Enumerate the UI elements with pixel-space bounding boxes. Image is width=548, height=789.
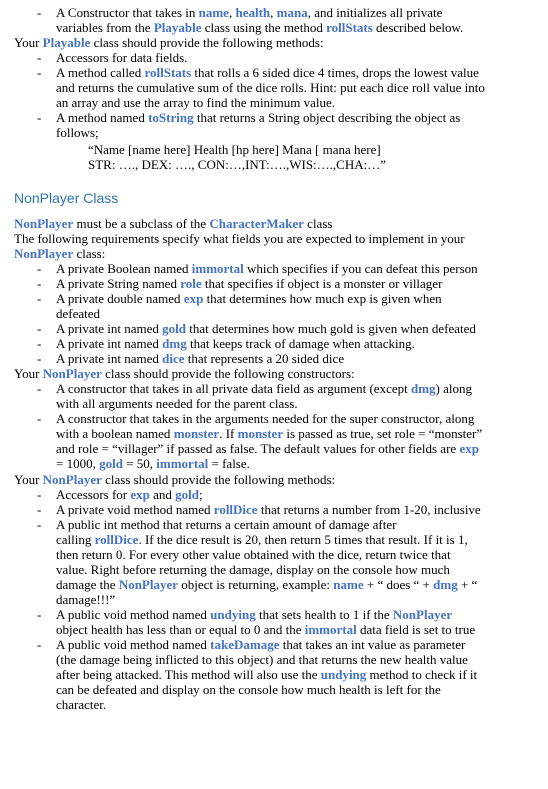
keyword: name [198,5,229,20]
text-run: class should provide the following methods: [101,472,336,487]
text-run: described below. [372,20,464,35]
keyword: exp [183,291,204,306]
text-run: , and initializes all private [307,5,443,20]
text-run: A constructor that takes in all private data field as argument (except [56,381,411,396]
keyword: rollStats [326,20,373,35]
text-run: with a boolean named [56,426,174,441]
keyword: Playable [153,20,202,35]
keyword: gold [99,456,123,471]
text-run: . If [219,426,238,441]
keyword: exp [130,487,150,502]
bullet-dash: - [37,637,42,652]
method-item: A public int method that returns a certain amount of damage after [56,517,397,532]
text-run: . If the dice result is 20, then return 5 times that result. If it is 1, [138,532,468,547]
method-item [56,608,452,622]
text-run: and [149,487,176,502]
keyword: gold [175,487,199,502]
text-run: Your [14,366,43,381]
constructor-line [56,6,442,20]
field-item [56,277,442,291]
method-item [56,66,479,80]
text-run: A private double named [56,291,184,306]
constructor-item [56,442,479,456]
text-run: Your [14,35,43,50]
keyword: rollDice [213,502,258,517]
field-item: defeated [56,306,101,321]
text-run: object health has less than or equal to 0 and the [56,622,305,637]
keyword: dmg [162,336,187,351]
text-run: , [270,5,277,20]
text-run: ; [199,487,203,502]
text-run: A private int named [56,336,163,351]
keyword: undying [320,667,367,682]
sample-output: “Name [name here] Health [hp here] Mana [ mana here] [88,142,381,157]
text-run: A private int named [56,351,163,366]
keyword: CharacterMaker [209,216,304,231]
text-run: after being attacked. This method will also use the [56,667,321,682]
field-item [56,292,442,306]
text-run: class using the method [201,20,327,35]
text-run: that rolls a 6 sided dice 4 times, drops the lowest value [191,65,479,80]
bullet-dash: - [37,50,42,65]
constructor-item [56,427,482,441]
keyword: undying [210,607,256,622]
text-run: data field is set to true [356,622,476,637]
keyword: immortal [156,456,209,471]
method-item: an array and use the array to find the minimum value. [56,95,336,110]
text-run: which specifies if you can defeat this person [243,261,478,276]
bullet-dash: - [37,517,42,532]
method-item: and returns the cumulative sum of the dice rolls. Hint: put each dice roll value into [56,80,485,95]
bullet-dash: - [37,351,42,366]
bullet-dash: - [37,110,42,125]
text-run: A private String named [56,276,181,291]
keyword: dmg [433,577,458,592]
text-run: that specifies if object is a monster or villager [201,276,443,291]
method-item [56,503,481,517]
text-run: ) along [435,381,472,396]
bullet-dash: - [37,607,42,622]
text-run: must be a subclass of the [73,216,210,231]
text-run: that determines how much exp is given when [203,291,442,306]
text-run: + “ [457,577,478,592]
methods-intro [14,473,335,487]
keyword: NonPlayer [118,577,179,592]
bullet-dash: - [37,502,42,517]
text-run: class [303,216,333,231]
intro-line [14,217,332,231]
method-item [56,533,468,547]
text-run: class should provide the following constructors: [101,366,355,381]
keyword: NonPlayer [14,216,74,231]
method-item [56,111,460,125]
text-run: = 50, [122,456,157,471]
keyword: role [180,276,202,291]
text-run: = false. [208,456,250,471]
constructor-item: A constructor that takes in the arguments needed for the super constructor, along [56,411,475,426]
text-run: and role = “villager” if passed as false. The default values for other fields are [56,441,460,456]
method-item [56,623,475,637]
method-item: follows; [56,125,99,140]
keyword: monster [237,426,284,441]
keyword: toString [148,110,194,125]
field-item [56,352,344,366]
field-item [56,322,476,336]
method-item: Accessors for data fields. [56,50,188,65]
keyword: dmg [410,381,436,396]
method-item: then return 0. For every other value obtained with the dice, return twice that [56,547,451,562]
method-item: character. [56,697,107,712]
text-run: variables from the [56,20,154,35]
constructor-line [56,21,463,35]
text-run: A private int named [56,321,163,336]
bullet-dash: - [37,336,42,351]
text-run: A method called [56,65,145,80]
text-run: that keeps track of damage when attacking. [186,336,415,351]
bullet-dash: - [37,261,42,276]
text-run: A private Boolean named [56,261,192,276]
text-run: that sets health to 1 if the [255,607,393,622]
text-run: , [228,5,236,20]
keyword: monster [173,426,220,441]
constructor-item [56,382,472,396]
text-run: calling [56,532,95,547]
keyword: exp [459,441,479,456]
text-run: A method named [56,110,149,125]
constructor-item: with all arguments needed for the parent class. [56,396,298,411]
method-item: value. Right before returning the damage, display on the console how much [56,562,450,577]
text-run: that represents a 20 sided dice [184,351,345,366]
text-run: object is returning, example: [178,577,334,592]
constructor-item [56,457,250,471]
keyword: immortal [191,261,244,276]
bullet-dash: - [37,321,42,336]
text-run: that returns a String object describing the object as [193,110,461,125]
text-run: A public void method named [56,607,211,622]
keyword: mana [276,5,308,20]
text-run: that takes an int value as parameter [279,637,466,652]
method-item [56,638,465,652]
text-run: + “ does “ + [363,577,434,592]
keyword: gold [162,321,186,336]
keyword: health [235,5,271,20]
bullet-dash: - [37,276,42,291]
playable-methods-intro [14,36,324,50]
keyword: takeDamage [210,637,280,652]
constructors-intro [14,367,355,381]
text-run: damage the [56,577,119,592]
method-item [56,488,203,502]
method-item: can be defeated and display on the console how much health is left for the [56,682,441,697]
keyword: NonPlayer [42,472,102,487]
text-run: is passed as true, set role = “monster” [283,426,483,441]
text-run: A Constructor that takes in [56,5,199,20]
field-item [56,337,415,351]
method-item [56,668,477,682]
keyword: rollStats [144,65,192,80]
text-run: A public void method named [56,637,211,652]
text-run: method to check if it [366,667,478,682]
keyword: NonPlayer [42,366,102,381]
keyword: NonPlayer [392,607,453,622]
bullet-dash: - [37,291,42,306]
keyword: immortal [304,622,357,637]
method-item: damage!!!” [56,592,116,607]
text-run: class: [73,246,106,261]
keyword: NonPlayer [14,246,74,261]
keyword: rollDice [94,532,139,547]
keyword: dice [162,351,185,366]
field-item [56,262,478,276]
text-run: = 1000, [56,456,100,471]
keyword: name [333,577,364,592]
bullet-dash: - [37,487,42,502]
text-run: class should provide the following methods: [90,35,324,50]
method-item [56,578,477,592]
text-run: Your [14,472,43,487]
section-heading: NonPlayer Class [14,190,119,206]
sample-output: STR: …., DEX: …., CON:…,INT:….,WIS:….,CHA:…” [88,157,386,172]
method-item: (the damage being inflicted to this object) and that returns the new health value [56,652,468,667]
bullet-dash: - [37,65,42,80]
bullet-dash: - [37,381,42,396]
text-run: Accessors for [56,487,131,502]
text-run: that determines how much gold is given when defeated [185,321,476,336]
intro-line [14,247,105,261]
text-run: A private void method named [56,502,214,517]
text-run: that returns a number from 1-20, inclusive [257,502,481,517]
bullet-dash: - [37,411,42,426]
intro-line: The following requirements specify what fields you are expected to implement in your [14,231,465,246]
keyword: Playable [42,35,91,50]
bullet-dash: - [37,5,42,20]
